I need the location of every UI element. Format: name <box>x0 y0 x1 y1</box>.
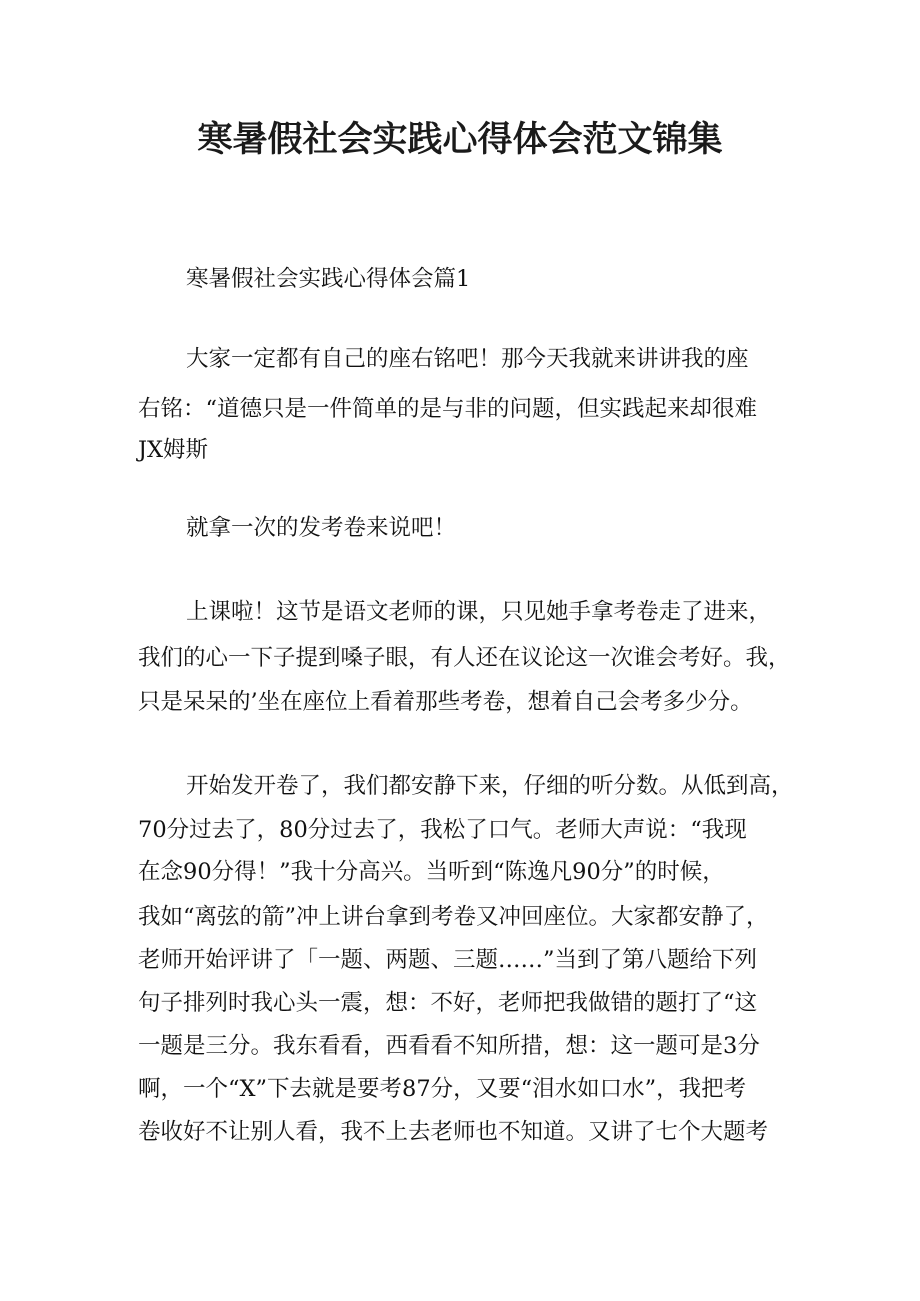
section-heading: 寒暑假社会实践心得体会篇1 <box>186 266 471 292</box>
paragraph-line: 我们的心一下子提到嗓子眼，有人还在议论这一次谁会考好。我， <box>138 645 791 671</box>
paragraph-line: 一题是三分。我东看看，西看看不知所措，想：这一题可是3分 <box>138 1033 760 1059</box>
paragraph-line: 大家一定都有自己的座右铭吧！那今天我就来讲讲我的座 <box>186 346 749 372</box>
paragraph-line: 啊，一个“X”下去就是要考87分，又要“泪水如口水”，我把考 <box>138 1076 747 1102</box>
paragraph-line: 70分过去了，80分过去了，我松了口气。老师大声说：“我现 <box>138 817 747 843</box>
paragraph-line: 开始发开卷了，我们都安静下来，仔细的听分数。从低到高， <box>186 773 794 799</box>
paragraph-line: 老师开始评讲了「一题、两题、三题……”当到了第八题给下列 <box>138 947 758 973</box>
paragraph-line: 卷收好不让别人看，我不上去老师也不知道。又讲了七个大题考 <box>138 1119 769 1145</box>
paragraph-line: 在念90分得！”我十分高兴。当听到“陈逸凡90分”的时候， <box>138 859 725 885</box>
document-title: 寒暑假社会实践心得体会范文锦集 <box>197 120 723 160</box>
paragraph-line: 只是呆呆的’坐在座位上看着那些考卷，想着自己会考多少分。 <box>138 689 753 715</box>
paragraph-line: 就拿一次的发考卷来说吧！ <box>186 515 457 541</box>
paragraph-line: 我如“离弦的箭”冲上讲台拿到考卷又冲回座位。大家都安静了， <box>138 904 769 930</box>
paragraph-line: 上课啦！这节是语文老师的课，只见她手拿考卷走了进来， <box>186 599 772 625</box>
paragraph-line: JX姆斯 <box>138 437 209 463</box>
paragraph-line: 句子排列时我心头一震，想：不好，老师把我做错的题打了“这 <box>138 990 758 1016</box>
paragraph-line: 右铭：“道德只是一件简单的是与非的问题，但实践起来却很难 <box>138 396 758 422</box>
